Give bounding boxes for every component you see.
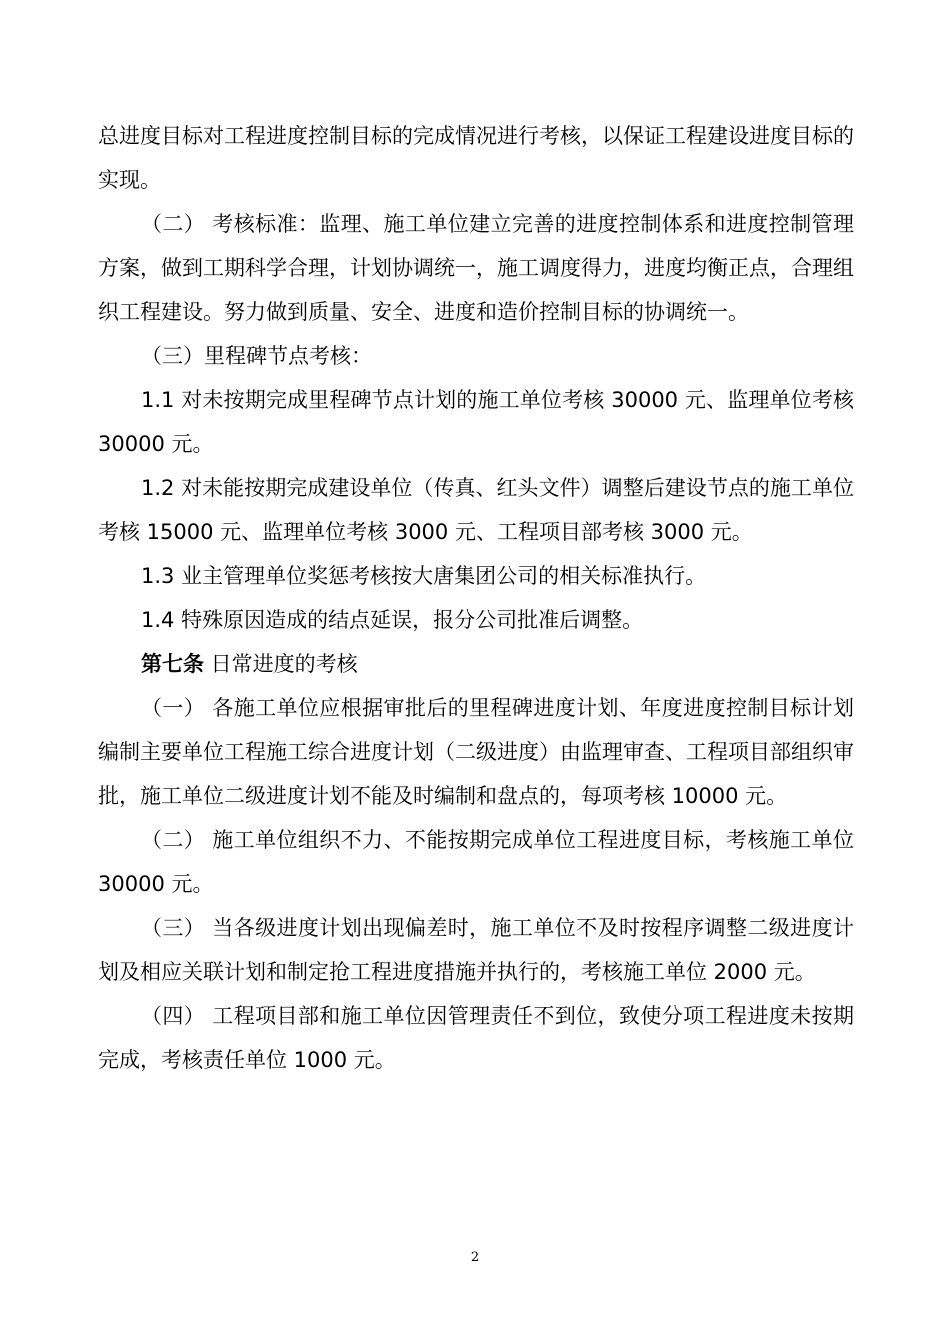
paragraph-daily-1 <box>98 686 854 818</box>
paragraph-text: （一） 各施工单位应根据审批后的里程碑进度计划、年度进度控制目标计划编制主要单位工程施工综合进度计划（二级进度）由监理审查、工程项目部组织审批，施工单位二级进度计划不能及时编制和盘点的，每项考核 10000 元。 <box>98 696 854 808</box>
paragraph-item-1-2 <box>98 466 854 554</box>
paragraph-daily-3 <box>98 906 854 994</box>
article-heading <box>98 642 854 686</box>
paragraph-text: 1.3 业主管理单位奖惩考核按大唐集团公司的相关标准执行。 <box>141 564 707 588</box>
paragraph-text: （二） 施工单位组织不力、不能按期完成单位工程进度目标，考核施工单位 30000 元。 <box>98 828 854 896</box>
page-number: 2 <box>470 1250 480 1265</box>
paragraph-text: 1.1 对未按期完成里程碑节点计划的施工单位考核 30000 元、监理单位考核 30000 元。 <box>98 388 854 456</box>
paragraph-text: 总进度目标对工程进度控制目标的完成情况进行考核，以保证工程建设进度目标的实现。 <box>98 124 854 192</box>
article-title: 日常进度的考核 <box>204 652 358 676</box>
paragraph-milestone-heading <box>98 334 854 378</box>
paragraph-text: （三）里程碑节点考核： <box>141 344 372 368</box>
paragraph-daily-4 <box>98 994 854 1082</box>
paragraph-continuation <box>98 114 854 202</box>
paragraph-item-1-4 <box>98 598 854 642</box>
article-number: 第七条 <box>141 652 204 676</box>
document-body <box>98 114 854 1082</box>
paragraph-text: （二） 考核标准：监理、施工单位建立完善的进度控制体系和进度控制管理方案，做到工期科学合理，计划协调统一，施工调度得力，进度均衡正点，合理组织工程建设。努力做到质量、安全、进度和造价控制目标的协调统一。 <box>98 212 854 324</box>
paragraph-item-1-3 <box>98 554 854 598</box>
paragraph-text: 1.4 特殊原因造成的结点延误，报分公司批准后调整。 <box>141 608 644 632</box>
paragraph-text: （三） 当各级进度计划出现偏差时，施工单位不及时按程序调整二级进度计划及相应关联计划和制定抢工程进度措施并执行的，考核施工单位 2000 元。 <box>98 916 854 984</box>
paragraph-text: 1.2 对未能按期完成建设单位（传真、红头文件）调整后建设节点的施工单位考核 15000 元、监理单位考核 3000 元、工程项目部考核 3000 元。 <box>98 476 854 544</box>
paragraph-text: （四） 工程项目部和施工单位因管理责任不到位，致使分项工程进度未按期完成，考核责任单位 1000 元。 <box>98 1004 854 1072</box>
paragraph-item-1-1 <box>98 378 854 466</box>
paragraph-assessment-standard <box>98 202 854 334</box>
paragraph-daily-2 <box>98 818 854 906</box>
